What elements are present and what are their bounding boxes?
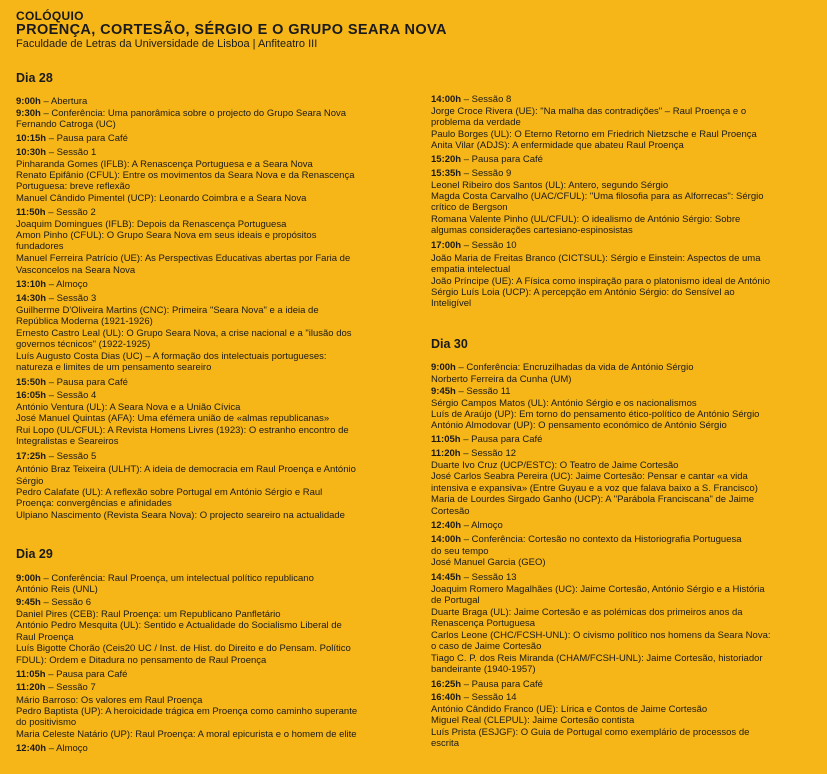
schedule-line	[431, 288, 811, 299]
schedule-text: Joaquim Romero Magalhães (UC): Jaime Cortesão, António Sérgio e a História	[431, 584, 765, 595]
schedule-time: 9:30h	[16, 108, 41, 119]
schedule-text: Rui Lopo (UL/CFUL): A Revista Homens Livres (1923): O estranho encontro de	[16, 425, 349, 436]
schedule-text: – Pausa para Café	[46, 133, 128, 144]
schedule-time: 14:00h	[431, 94, 462, 105]
schedule-line	[431, 693, 811, 704]
schedule-time: 9:00h	[16, 96, 41, 107]
schedule-text: Romana Valente Pinho (UL/CFUL): O idealismo de António Sérgio: Sobre	[431, 214, 741, 225]
schedule-text: crítico de Bergson	[431, 202, 508, 213]
schedule-line	[431, 265, 811, 276]
schedule-text: empatia intelectual	[431, 264, 511, 275]
schedule-text: – Sessão 6	[40, 597, 91, 608]
schedule-text: Raul Proença	[16, 632, 74, 643]
schedule-line	[431, 665, 811, 676]
schedule-time: 10:30h	[16, 147, 47, 158]
schedule-line	[16, 182, 366, 193]
schedule-text: – Sessão 11	[455, 386, 511, 397]
schedule-text: – Sessão 7	[45, 682, 96, 693]
schedule-line	[431, 421, 811, 432]
schedule-line	[16, 208, 366, 219]
schedule-text: Renato Epifânio (CFUL): Entre os movimentos da Seara Nova e da Renascença	[16, 170, 355, 181]
schedule-text: Mário Barroso: Os valores em Raul Proença	[16, 695, 203, 706]
schedule-text: Luís Bigotte Chorão (Ceis20 UC / Inst. de Hist. do Direito e do Pensam. Político	[16, 643, 351, 654]
schedule-line	[431, 680, 811, 691]
schedule-line	[431, 585, 811, 596]
schedule-line	[431, 118, 811, 129]
schedule-text: – Almoço	[46, 743, 88, 754]
schedule-text: Maria de Lourdes Sirgado Ganho (UCP): A "Parábola Franciscana" de Jaime	[431, 494, 755, 505]
schedule-line	[431, 241, 811, 252]
schedule-text: Paulo Borges (UL): O Eterno Retorno em Friedrich Nietzsche e Raul Proença	[431, 129, 757, 140]
schedule-line	[431, 495, 811, 506]
schedule-line	[16, 97, 366, 108]
event-title: PROENÇA, CORTESÃO, SÉRGIO E O GRUPO SEARA NOVA	[16, 22, 447, 38]
schedule-text: – Conferência: Uma panorâmica sobre o projecto do Grupo Seara Nova	[40, 108, 347, 119]
schedule-text: António Braz Teixeira (ULHT): A ideia de democracia em Raul Proença e António	[16, 464, 356, 475]
schedule-text: – Pausa para Café	[46, 377, 128, 388]
schedule-line	[16, 391, 366, 402]
schedule-text: o caso de Jaime Cortesão	[431, 641, 542, 652]
schedule-time: 14:00h	[431, 534, 462, 545]
schedule-text: Luís Prista (ESJGF): O Guia de Portugal como exemplário de processos de	[431, 727, 750, 738]
schedule-text: do positivismo	[16, 717, 77, 728]
schedule-line	[16, 744, 366, 755]
schedule-line	[431, 435, 811, 446]
schedule-text: António Ventura (UL): A Seara Nova e a União Cívica	[16, 402, 241, 413]
schedule-text: – Conferência: Raul Proença, um intelectual político republicano	[40, 573, 314, 584]
schedule-text: – Sessão 9	[461, 168, 512, 179]
schedule-text: – Sessão 13	[461, 572, 517, 583]
event-venue: Faculdade de Letras da Universidade de Lisboa | Anfiteatro III	[16, 38, 318, 50]
schedule-text: Anita Vilar (ADJS): A enfermidade que abateu Raul Proença	[431, 140, 684, 151]
schedule-time: 12:40h	[431, 520, 462, 531]
schedule-time: 17:00h	[431, 240, 462, 251]
schedule-time: 11:50h	[16, 207, 46, 218]
schedule-line	[16, 718, 366, 729]
schedule-time: 11:05h	[431, 434, 461, 445]
schedule-line	[16, 120, 366, 131]
schedule-line	[431, 573, 811, 584]
schedule-text: Guilherme D'Oliveira Martins (CNC): Primeira "Seara Nova" e a ideia de	[16, 305, 319, 316]
schedule-line	[431, 375, 811, 386]
schedule-line	[16, 683, 366, 694]
schedule-text: natureza e limites de um pensamento seareiro	[16, 362, 212, 373]
schedule-text: – Almoço	[46, 279, 88, 290]
schedule-line	[16, 730, 366, 741]
day-heading-29: Dia 29	[16, 547, 53, 561]
schedule-text: Duarte Ivo Cruz (UCP/ESTC): O Teatro de Jaime Cortesão	[431, 460, 679, 471]
schedule-text: Sérgio Campos Matos (UL): António Sérgio e os nacionalismos	[431, 398, 697, 409]
schedule-line	[16, 378, 366, 389]
schedule-line	[431, 226, 811, 237]
schedule-line	[16, 254, 366, 265]
schedule-text: António Cândido Franco (UE): Lírica e Contos de Jaime Cortesão	[431, 704, 708, 715]
schedule-time: 16:25h	[431, 679, 462, 690]
schedule-text: Duarte Braga (UL): Jaime Cortesão e as polémicas dos primeiros anos da	[431, 607, 743, 618]
schedule-time: 11:20h	[431, 448, 461, 459]
schedule-text: Daniel Pires (CEB): Raul Proença: um Republicano Panfletário	[16, 609, 281, 620]
schedule-line	[431, 596, 811, 607]
schedule-time: 13:10h	[16, 279, 47, 290]
schedule-line	[16, 414, 366, 425]
schedule-text: bandeirante (1940-1957)	[431, 664, 536, 675]
schedule-line	[16, 670, 366, 681]
schedule-text: Manuel Cândido Pimentel (UCP): Leonardo Coimbra e a Seara Nova	[16, 193, 307, 204]
schedule-line	[16, 242, 366, 253]
schedule-time: 15:35h	[431, 168, 462, 179]
schedule-line	[16, 340, 366, 351]
schedule-text: – Pausa para Café	[45, 669, 128, 680]
schedule-line	[16, 511, 366, 522]
schedule-text: – Conferência: Cortesão no contexto da Historiografia Portuguesa	[461, 534, 742, 545]
schedule-text: Portuguesa: breve reflexão	[16, 181, 131, 192]
schedule-text: João Príncipe (UE): A Física como inspiração para o platonismo ideal de António	[431, 276, 771, 287]
schedule-line	[16, 621, 366, 632]
schedule-line	[431, 169, 811, 180]
schedule-line	[16, 280, 366, 291]
schedule-text: do seu tempo	[431, 546, 489, 557]
schedule-time: 14:45h	[431, 572, 462, 583]
schedule-text: Luís de Araújo (UP): Em torno do pensamento ético-político de António Sérgio	[431, 409, 760, 420]
schedule-time: 14:30h	[16, 293, 47, 304]
schedule-line	[16, 134, 366, 145]
schedule-text: José Carlos Seabra Pereira (UC): Jaime Cortesão: Pensar e cantar «a vida	[431, 471, 748, 482]
schedule-time: 15:50h	[16, 377, 47, 388]
schedule-text: Sérgio	[16, 476, 44, 487]
schedule-text: Amon Pinho (CFUL): O Grupo Seara Nova em seus ideais e propósitos	[16, 230, 317, 241]
event-kicker: COLÓQUIO	[16, 9, 84, 23]
schedule-line	[431, 558, 811, 569]
schedule-line	[16, 452, 366, 463]
schedule-text: Miguel Real (CLEPUL): Jaime Cortesão contista	[431, 715, 635, 726]
schedule-text: – Sessão 3	[46, 293, 97, 304]
schedule-text: Pinharanda Gomes (IFLB): A Renascença Portuguesa e a Seara Nova	[16, 159, 313, 170]
schedule-line	[16, 194, 366, 205]
schedule-text: Manuel Ferreira Patrício (UE): As Perspectivas Educativas abertas por Faria de	[16, 253, 351, 264]
schedule-text: António Reis (UNL)	[16, 584, 98, 595]
schedule-line	[16, 644, 366, 655]
schedule-line	[431, 507, 811, 518]
schedule-time: 9:00h	[431, 362, 456, 373]
schedule-text: – Sessão 10	[461, 240, 517, 251]
schedule-time: 11:20h	[16, 682, 46, 693]
schedule-text: – Sessão 2	[45, 207, 96, 218]
schedule-text: Sérgio Luís Loia (UCP): A percepção em António Sérgio: do Sensível ao	[431, 287, 735, 298]
schedule-text: – Pausa para Café	[461, 679, 543, 690]
schedule-line	[16, 294, 366, 305]
schedule-text: – Conferência: Encruzilhadas da vida de António Sérgio	[455, 362, 694, 373]
schedule-text: República Moderna (1921-1926)	[16, 316, 153, 327]
schedule-line	[431, 203, 811, 214]
schedule-time: 16:40h	[431, 692, 462, 703]
schedule-time: 11:05h	[16, 669, 46, 680]
schedule-line	[431, 363, 811, 374]
schedule-line	[16, 266, 366, 277]
schedule-line	[431, 141, 811, 152]
schedule-text: – Sessão 8	[461, 94, 512, 105]
schedule-line	[16, 585, 366, 596]
schedule-line	[16, 465, 366, 476]
schedule-text: Inteligível	[431, 298, 472, 309]
schedule-line	[431, 739, 811, 750]
schedule-text: Vasconcelos na Seara Nova	[16, 265, 136, 276]
schedule-text: Renascença Portuguesa	[431, 618, 536, 629]
schedule-text: Pedro Baptista (UP): A heroicidade trágica em Proença como caminho superante	[16, 706, 358, 717]
schedule-text: Magda Costa Carvalho (UAC/CFUL): "Uma filosofia para as Alforrecas": Sérgio	[431, 191, 764, 202]
schedule-time: 9:45h	[431, 386, 456, 397]
schedule-text: Proença: convergências e afinidades	[16, 498, 172, 509]
schedule-text: José Manuel Garcia (GEO)	[431, 557, 546, 568]
schedule-line	[16, 598, 366, 609]
schedule-line	[431, 716, 811, 727]
schedule-text: – Sessão 4	[46, 390, 97, 401]
schedule-time: 12:40h	[16, 743, 47, 754]
schedule-line	[16, 363, 366, 374]
schedule-text: Joaquim Domingues (IFLB): Depois da Renascença Portuguesa	[16, 219, 287, 230]
schedule-time: 10:15h	[16, 133, 47, 144]
schedule-line	[16, 656, 366, 667]
schedule-text: Pedro Calafate (UL): A reflexão sobre Portugal em António Sérgio e Raul	[16, 487, 323, 498]
schedule-text: Tiago C. P. dos Reis Miranda (CHAM/FCSH-UNL): Jaime Cortesão, historiador	[431, 653, 763, 664]
schedule-line	[431, 535, 811, 546]
schedule-text: – Sessão 12	[460, 448, 517, 459]
schedule-time: 9:00h	[16, 573, 41, 584]
schedule-text: governos técnicos" (1922-1925)	[16, 339, 151, 350]
schedule-text: – Sessão 1	[46, 147, 97, 158]
schedule-text: Ernesto Castro Leal (UL): O Grupo Seara Nova, a crise nacional e a "ilusão dos	[16, 328, 352, 339]
schedule-text: intensiva e expansiva» (Entre Guyau e a voz que falava baixo a S. Francisco)	[431, 483, 758, 494]
schedule-text: – Pausa para Café	[461, 154, 543, 165]
schedule-text: fundadores	[16, 241, 64, 252]
schedule-text: FDUL): Ordem e Ditadura no pensamento de Raul Proença	[16, 655, 267, 666]
schedule-text: – Abertura	[40, 96, 88, 107]
day-heading-30: Dia 30	[431, 337, 468, 351]
schedule-time: 16:05h	[16, 390, 47, 401]
schedule-line	[16, 317, 366, 328]
schedule-text: Integralistas e Seareiros	[16, 436, 119, 447]
schedule-text: Fernando Catroga (UC)	[16, 119, 116, 130]
schedule-text: João Maria de Freitas Branco (CICTSUL): Sérgio e Einstein: Aspectos de uma	[431, 253, 761, 264]
schedule-line	[431, 472, 811, 483]
schedule-line	[16, 231, 366, 242]
schedule-line	[16, 437, 366, 448]
schedule-text: Jorge Croce Rivera (UE): "Na malha das contradições" – Raul Proença e o	[431, 106, 747, 117]
schedule-line	[16, 499, 366, 510]
schedule-text: problema da verdade	[431, 117, 521, 128]
schedule-line	[431, 155, 811, 166]
schedule-text: – Sessão 5	[46, 451, 97, 462]
schedule-text: – Sessão 14	[461, 692, 517, 703]
schedule-text: de Portugal	[431, 595, 480, 606]
schedule-text: Ulpiano Nascimento (Revista Seara Nova): O projecto seareiro na actualidade	[16, 510, 345, 521]
schedule-line	[431, 642, 811, 653]
schedule-line	[431, 299, 811, 310]
schedule-text: Norberto Ferreira da Cunha (UM)	[431, 374, 572, 385]
schedule-text: António Almodovar (UP): O pensamento económico de António Sérgio	[431, 420, 727, 431]
header	[16, 10, 816, 51]
schedule-line	[431, 728, 811, 739]
schedule-text: algumas considerações cartesiano-espinosistas	[431, 225, 633, 236]
schedule-text: Carlos Leone (CHC/FCSH-UNL): O civismo político nos homens da Seara Nova:	[431, 630, 771, 641]
schedule-line	[431, 95, 811, 106]
schedule-line	[16, 148, 366, 159]
schedule-line	[431, 449, 811, 460]
schedule-text: Leonel Ribeiro dos Santos (UL): Antero, segundo Sérgio	[431, 180, 669, 191]
schedule-text: José Manuel Quintas (AFA): Uma efémera união de «almas republicanas»	[16, 413, 330, 424]
schedule-text: – Almoço	[461, 520, 503, 531]
schedule-time: 15:20h	[431, 154, 462, 165]
day-heading-28: Dia 28	[16, 71, 53, 85]
schedule-text: Maria Celeste Natário (UP): Raul Proença: A moral epicurista e o homem de elite	[16, 729, 357, 740]
schedule-text: – Pausa para Café	[460, 434, 543, 445]
schedule-line	[431, 521, 811, 532]
schedule-text: Luís Augusto Costa Dias (UC) – A formação dos intelectuais portugueses:	[16, 351, 327, 362]
schedule-time: 17:25h	[16, 451, 47, 462]
schedule-line	[431, 387, 811, 398]
schedule-line	[431, 619, 811, 630]
schedule-time: 9:45h	[16, 597, 41, 608]
schedule-text: Cortesão	[431, 506, 470, 517]
schedule-text: escrita	[431, 738, 459, 749]
schedule-text: António Pedro Mesquita (UL): Sentido e Actualidade do Socialismo Liberal de	[16, 620, 342, 631]
